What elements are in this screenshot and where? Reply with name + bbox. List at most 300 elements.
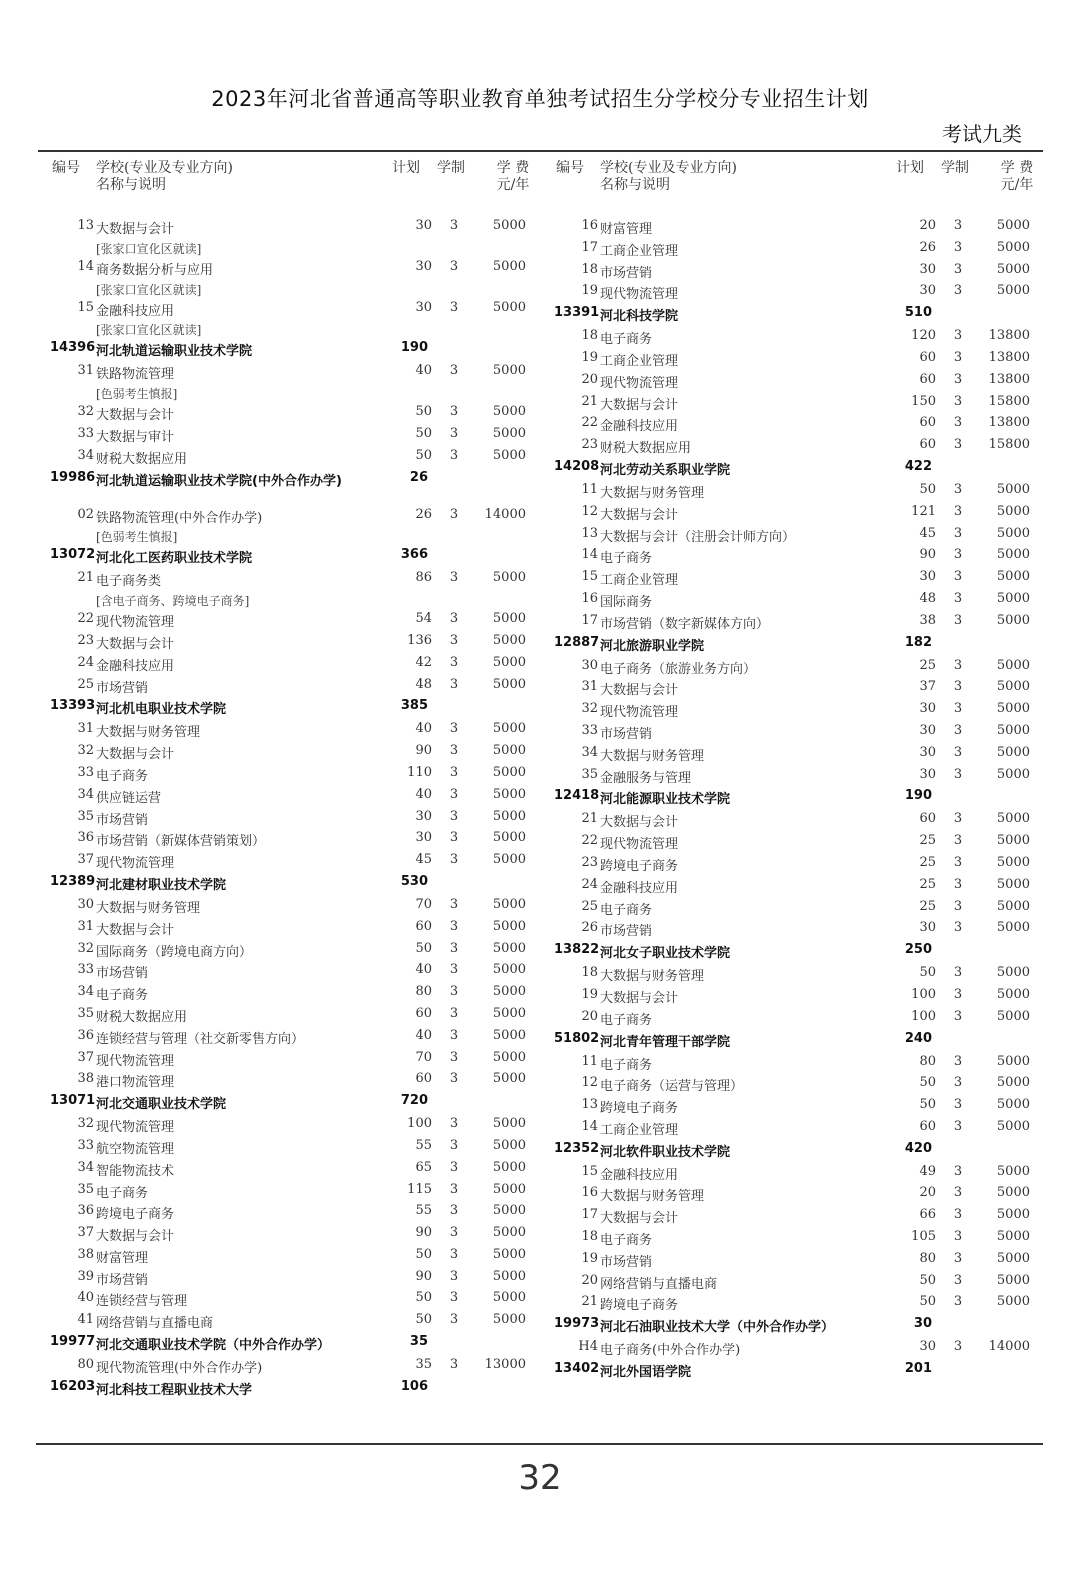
major-years: 3: [449, 808, 459, 824]
major-code: 19: [581, 349, 598, 365]
major-fee: 5000: [996, 657, 1030, 673]
major-plan: 25: [919, 854, 936, 870]
major-years: 3: [953, 766, 963, 782]
major-plan: 30: [919, 920, 936, 936]
major-name: 市场营销: [600, 1254, 653, 1270]
major-plan: 55: [415, 1203, 432, 1219]
major-fee: 5000: [996, 1075, 1030, 1091]
major-plan: 26: [415, 506, 432, 522]
major-code: 39: [77, 1268, 94, 1284]
major-years: 3: [953, 590, 963, 606]
major-years: 3: [449, 896, 459, 912]
major-plan: 30: [415, 218, 432, 233]
major-plan: 50: [919, 1294, 936, 1310]
major-plan: 40: [415, 962, 432, 978]
school-row: [552, 305, 1052, 328]
major-row: [48, 1160, 548, 1182]
major-name: 市场营销: [600, 726, 653, 742]
major-row: [48, 404, 548, 426]
major-years: 3: [449, 611, 459, 627]
major-years: 3: [953, 811, 963, 827]
major-fee: 5000: [492, 425, 526, 441]
school-code: 13071: [50, 1093, 96, 1109]
major-plan: 70: [415, 896, 432, 912]
major-row: [552, 987, 1052, 1009]
major-fee: 5000: [492, 1225, 526, 1241]
major-row: [48, 300, 548, 322]
major-plan: 48: [415, 676, 432, 692]
major-plan: 48: [919, 590, 936, 606]
major-name: 大数据与会计: [96, 222, 175, 237]
major-fee: 5000: [996, 876, 1030, 892]
major-code: 33: [77, 962, 94, 978]
major-name: 大数据与会计: [96, 747, 175, 763]
major-years: 3: [953, 744, 963, 760]
major-plan: 50: [415, 1246, 432, 1262]
major-row: [48, 259, 548, 281]
major-name: 工商企业管理: [600, 573, 679, 589]
major-row: [552, 811, 1052, 833]
school-plan-total: 182: [904, 634, 932, 650]
major-plan: 100: [911, 1008, 936, 1024]
major-row: [48, 1050, 548, 1072]
major-code: 18: [581, 1229, 598, 1245]
major-code: 22: [77, 611, 94, 627]
major-fee: 5000: [996, 854, 1030, 870]
major-code: 38: [77, 1246, 94, 1262]
major-row: [48, 830, 548, 852]
major-fee: 5000: [996, 261, 1030, 277]
major-plan: 110: [407, 764, 432, 780]
major-row: [48, 1116, 548, 1138]
major-plan: 40: [415, 363, 432, 379]
school-plan-total: 190: [904, 788, 932, 804]
major-code: 31: [77, 363, 94, 379]
major-years: 3: [953, 283, 963, 299]
header-fee: 学 费 元/年: [496, 160, 530, 193]
school-row: [552, 635, 1052, 658]
major-fee: 5000: [996, 1008, 1030, 1024]
major-plan: 90: [415, 1268, 432, 1284]
major-code: 17: [581, 239, 598, 255]
major-fee: 5000: [996, 920, 1030, 936]
major-row: [552, 415, 1052, 437]
major-years: 3: [953, 833, 963, 849]
school-name: 河北青年管理干部学院: [600, 1034, 731, 1050]
major-plan: 80: [415, 984, 432, 1000]
major-plan: 50: [415, 447, 432, 463]
major-name: 现代物流管理: [600, 837, 679, 853]
major-fee: 5000: [996, 1207, 1030, 1223]
major-code: 13: [581, 1097, 598, 1113]
major-years: 3: [449, 1159, 459, 1175]
school-row: [552, 1361, 1052, 1384]
major-row: [552, 965, 1052, 987]
major-name: 金融科技应用: [96, 303, 175, 319]
major-row: [48, 743, 548, 765]
school-code: 12352: [554, 1140, 600, 1156]
major-years: 3: [953, 239, 963, 255]
major-code: 16: [581, 590, 598, 606]
major-fee: 5000: [492, 218, 526, 233]
major-code: 32: [77, 940, 94, 956]
major-code: 15: [581, 1163, 598, 1179]
major-fee: 5000: [492, 743, 526, 759]
major-code: 14: [581, 1118, 598, 1134]
school-code: 12389: [50, 873, 96, 889]
major-years: 3: [953, 349, 963, 365]
major-plan: 66: [919, 1207, 936, 1223]
major-row: [552, 877, 1052, 899]
major-row: [552, 504, 1052, 526]
major-years: 3: [953, 876, 963, 892]
major-fee: 5000: [996, 239, 1030, 255]
major-name: 市场营销: [96, 680, 149, 696]
major-row: [48, 1269, 548, 1291]
major-row: [48, 1312, 548, 1334]
major-fee: 5000: [492, 299, 526, 315]
major-years: 3: [449, 984, 459, 1000]
header-years: 学制: [437, 160, 465, 176]
major-name: 财富管理: [600, 222, 653, 237]
major-plan: 30: [919, 283, 936, 299]
major-name: 大数据与财务管理: [96, 725, 201, 741]
major-fee: 5000: [492, 1049, 526, 1065]
major-plan: 30: [919, 766, 936, 782]
major-years: 3: [953, 854, 963, 870]
major-name: 大数据与会计: [600, 507, 679, 523]
major-fee: 5000: [996, 744, 1030, 760]
major-code: 12: [581, 503, 598, 519]
school-name: 河北劳动关系职业学院: [600, 462, 731, 478]
major-plan: 121: [911, 503, 936, 519]
major-fee: 5000: [996, 766, 1030, 782]
major-years: 3: [449, 1246, 459, 1262]
school-plan-total: 422: [904, 458, 932, 474]
major-code: 30: [581, 657, 598, 673]
major-row: [552, 1207, 1052, 1229]
school-plan-total: 385: [400, 698, 428, 714]
major-years: 3: [953, 437, 963, 453]
right-table-body: [552, 218, 1052, 1384]
major-fee: 5000: [996, 503, 1030, 519]
major-plan: 20: [919, 218, 936, 233]
major-code: 22: [581, 833, 598, 849]
major-row: [552, 1054, 1052, 1076]
major-plan: 30: [415, 258, 432, 274]
major-row: [48, 787, 548, 809]
major-name: 跨境电子商务: [600, 1101, 679, 1117]
major-row: [552, 701, 1052, 723]
major-code: 18: [581, 328, 598, 344]
major-code: 36: [77, 1203, 94, 1219]
major-row: [552, 394, 1052, 416]
major-name: 大数据与财务管理: [600, 969, 705, 985]
major-years: 3: [449, 404, 459, 420]
major-fee: 5000: [492, 830, 526, 846]
major-name: 现代物流管理: [600, 375, 679, 391]
major-name: 金融科技应用: [600, 419, 679, 435]
school-code: 19973: [554, 1316, 600, 1332]
school-row: [552, 459, 1052, 482]
school-plan-total: 35: [409, 1334, 428, 1350]
major-years: 3: [449, 1357, 459, 1373]
major-code: 35: [77, 1181, 94, 1197]
major-plan: 30: [919, 261, 936, 277]
note-row: [48, 281, 548, 300]
major-years: 3: [449, 918, 459, 934]
school-name: 河北机电职业技术学院: [96, 702, 227, 718]
major-years: 3: [953, 1118, 963, 1134]
major-plan: 49: [919, 1163, 936, 1179]
school-code: 12418: [554, 788, 600, 804]
major-name: 跨境电子商务: [600, 858, 679, 874]
school-row: [48, 340, 548, 363]
major-row: [552, 745, 1052, 767]
major-plan: 40: [415, 786, 432, 802]
major-code: 25: [581, 898, 598, 914]
major-row: [48, 1138, 548, 1160]
major-years: 3: [953, 612, 963, 628]
major-fee: 5000: [996, 1250, 1030, 1266]
major-row: [552, 920, 1052, 942]
school-plan-total: 366: [400, 547, 428, 563]
major-plan: 80: [919, 1053, 936, 1069]
major-fee: 5000: [492, 852, 526, 868]
school-plan-total: 26: [409, 469, 428, 485]
major-fee: 5000: [492, 721, 526, 737]
major-code: 23: [77, 632, 94, 648]
school-name: 河北科技工程职业技术大学: [96, 1382, 253, 1398]
left-table-body: [48, 218, 548, 1402]
major-plan: 60: [919, 811, 936, 827]
major-row: [48, 919, 548, 941]
major-fee: 5000: [492, 404, 526, 420]
major-row: [48, 1225, 548, 1247]
major-code: 23: [581, 437, 598, 453]
major-plan: 105: [911, 1229, 936, 1245]
major-name: 大数据与会计: [96, 1229, 175, 1245]
major-code: 13: [581, 525, 598, 541]
major-fee: 5000: [492, 363, 526, 379]
major-code: 26: [581, 920, 598, 936]
major-plan: 60: [919, 415, 936, 431]
major-years: 3: [449, 1071, 459, 1087]
major-code: 35: [77, 808, 94, 824]
major-row: [552, 1185, 1052, 1207]
major-fee: 5000: [492, 1027, 526, 1043]
major-row: [552, 526, 1052, 548]
major-name: 现代物流管理: [96, 1120, 175, 1136]
school-code: 51802: [554, 1030, 600, 1046]
exam-category: 考试九类: [942, 122, 1022, 146]
major-fee: 5000: [492, 1290, 526, 1306]
major-fee: 5000: [996, 481, 1030, 497]
major-name: 现代物流管理: [96, 615, 175, 631]
major-years: 3: [953, 371, 963, 387]
major-row: [552, 899, 1052, 921]
major-years: 3: [953, 679, 963, 695]
major-years: 3: [449, 743, 459, 759]
major-years: 3: [953, 1008, 963, 1024]
major-fee: 13800: [988, 328, 1030, 344]
school-plan-total: 240: [904, 1030, 932, 1046]
major-row: [48, 1006, 548, 1028]
major-years: 3: [449, 1137, 459, 1153]
major-code: 35: [581, 766, 598, 782]
major-fee: 5000: [996, 1163, 1030, 1179]
major-plan: 25: [919, 833, 936, 849]
major-fee: 5000: [996, 965, 1030, 981]
major-plan: 26: [919, 239, 936, 255]
school-name: 河北能源职业技术学院: [600, 792, 731, 808]
major-years: 3: [953, 1075, 963, 1091]
major-fee: 5000: [996, 722, 1030, 738]
major-years: 3: [449, 852, 459, 868]
header-school: 学校(专业及专业方向) 名称与说明: [96, 160, 233, 193]
major-plan: 60: [919, 371, 936, 387]
major-years: 3: [449, 632, 459, 648]
major-code: 41: [77, 1312, 94, 1328]
major-name: 现代物流管理: [96, 856, 175, 872]
major-code: 33: [77, 1137, 94, 1153]
major-row: [552, 767, 1052, 789]
major-code: 20: [581, 371, 598, 387]
major-years: 3: [953, 415, 963, 431]
school-name: 河北女子职业技术学院: [600, 946, 731, 962]
major-code: 36: [77, 830, 94, 846]
major-plan: 35: [415, 1357, 432, 1373]
major-code: 02: [77, 506, 94, 522]
major-fee: 5000: [996, 547, 1030, 563]
major-plan: 60: [415, 1071, 432, 1087]
major-fee: 5000: [996, 679, 1030, 695]
major-years: 3: [449, 218, 459, 233]
major-row: [552, 855, 1052, 877]
school-name: 河北旅游职业学院: [600, 638, 705, 654]
school-plan-total: 720: [400, 1093, 428, 1109]
major-plan: 50: [919, 1272, 936, 1288]
school-row: [552, 1031, 1052, 1054]
major-fee: 5000: [996, 612, 1030, 628]
major-plan: 90: [415, 743, 432, 759]
school-code: 13072: [50, 547, 96, 563]
major-years: 3: [953, 898, 963, 914]
major-years: 3: [449, 1203, 459, 1219]
major-name: 网络营销与直播电商: [96, 1316, 214, 1332]
major-row: [552, 240, 1052, 262]
school-code: 13393: [50, 698, 96, 714]
major-row: [552, 1009, 1052, 1031]
major-years: 3: [449, 764, 459, 780]
school-row: [48, 874, 548, 897]
major-code: 31: [77, 918, 94, 934]
major-row: [48, 218, 548, 240]
major-plan: 50: [415, 425, 432, 441]
left-column: [48, 160, 548, 1402]
major-row: [48, 897, 548, 919]
major-row: [552, 613, 1052, 635]
major-plan: 136: [407, 632, 432, 648]
major-fee: 5000: [492, 1203, 526, 1219]
major-code: 36: [77, 1027, 94, 1043]
major-row: [48, 1357, 548, 1379]
major-plan: 37: [919, 679, 936, 695]
major-years: 3: [449, 506, 459, 522]
major-name: 电子商务（运营与管理）: [600, 1079, 744, 1095]
major-name: 财税大数据应用: [96, 451, 188, 467]
major-name: 金融服务与管理: [600, 770, 692, 786]
major-code: 32: [581, 701, 598, 717]
major-plan: 60: [415, 918, 432, 934]
major-name: 电子商务: [600, 551, 653, 567]
major-row: [552, 591, 1052, 613]
major-name: 电子商务（旅游业务方向）: [600, 661, 757, 677]
page-title: 2023年河北省普通高等职业教育单独考试招生分学校分专业招生计划: [211, 87, 869, 111]
major-name: 铁路物流管理(中外合作办学): [96, 510, 263, 526]
major-code: 18: [581, 261, 598, 277]
major-fee: 5000: [996, 833, 1030, 849]
major-code: 20: [581, 1272, 598, 1288]
major-years: 3: [953, 261, 963, 277]
major-row: [552, 1164, 1052, 1186]
major-years: 3: [953, 1229, 963, 1245]
major-row: [552, 1339, 1052, 1361]
major-name: 电子商务: [600, 1057, 653, 1073]
major-row: [552, 482, 1052, 504]
major-years: 3: [449, 654, 459, 670]
major-name: 国际商务（跨境电商方向）: [96, 944, 253, 960]
major-years: 3: [449, 830, 459, 846]
major-fee: 5000: [492, 258, 526, 274]
major-plan: 50: [415, 1290, 432, 1306]
major-code: 34: [77, 786, 94, 802]
major-code: 32: [77, 1116, 94, 1132]
major-plan: 30: [919, 569, 936, 585]
school-name: 河北石油职业技术大学（中外合作办学）: [600, 1320, 835, 1336]
major-row: [48, 1182, 548, 1204]
major-years: 3: [953, 1053, 963, 1069]
major-fee: 5000: [492, 1312, 526, 1328]
header-fee: 学 费 元/年: [1000, 160, 1034, 193]
school-row: [552, 1316, 1052, 1339]
note-row: [48, 240, 548, 259]
school-row: [48, 1379, 548, 1402]
major-row: [48, 984, 548, 1006]
major-years: 3: [449, 363, 459, 379]
major-plan: 50: [919, 1097, 936, 1113]
major-row: [48, 852, 548, 874]
major-row: [48, 721, 548, 743]
note-row: [48, 592, 548, 611]
major-plan: 150: [911, 393, 936, 409]
major-name: 国际商务: [600, 594, 653, 610]
major-name: 工商企业管理: [600, 243, 679, 259]
major-years: 3: [953, 722, 963, 738]
school-code: 13402: [554, 1361, 600, 1377]
major-code: 32: [77, 743, 94, 759]
major-row: [48, 611, 548, 633]
major-plan: 25: [919, 657, 936, 673]
major-row: [48, 677, 548, 699]
school-row: [552, 942, 1052, 965]
major-name: 现代物流管理(中外合作办学): [96, 1361, 263, 1377]
major-fee: 13000: [484, 1357, 526, 1373]
major-row: [552, 833, 1052, 855]
major-years: 3: [953, 569, 963, 585]
major-name: 连锁经营与管理（社交新零售方向）: [96, 1031, 305, 1047]
major-code: 16: [581, 1185, 598, 1201]
